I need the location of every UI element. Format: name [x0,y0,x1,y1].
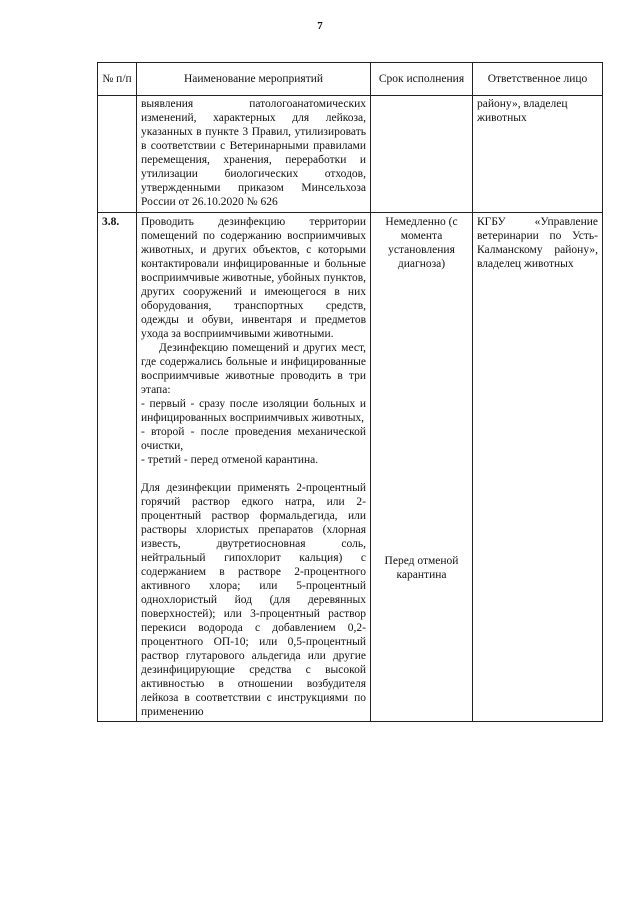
table-row [98,96,603,213]
row-num: 3.8. [98,213,137,722]
row-name-list-item: - первый - сразу после изоляции больных и инфицированных восприимчивых животных, [141,398,366,424]
row-name-list-item: - второй - после проведения механической очистки, [141,426,366,452]
header-num: № п/п [98,63,137,96]
row-name-paragraph: Проводить дезинфекцию территории помещений по содержанию восприимчивых животных, и других объектов, с которыми контактировали инфицированные и больные восприимчивые животные, убойных пунктов, других сооружений и имеющегося в них оборудования, транспортных средств, одежды и обуви, инвентаря и предметов ухода за восприимчивыми животными. [141,216,366,340]
row-name-paragraph: выявления патологоанатомических изменений, характерных для лейкоза, указанных в пункте 3 Правил, утилизировать в соответствии с Ветеринарными правилами перемещения, хранения, переработки и утилизации биологических отходов, утвержденными приказом Минсельхоза России от 26.10.2020 № 626 [141,98,366,208]
row-name [137,213,371,722]
row-name-paragraph: Дезинфекцию помещений и других мест, где содержались больные и инфицированные восприимчивые животные проводить в три этапа: [141,342,366,396]
measures-table [97,62,603,722]
header-term: Срок исполнения [371,63,473,96]
row-num [98,96,137,213]
row-term-second: Перед отменой карантина [384,555,459,581]
header-name: Наименование мероприятий [137,63,371,96]
row-responsible: КГБУ «Управление ветеринарии по Усть-Калманскому району», владелец животных [473,213,603,722]
row-responsible: району», владелец животных [473,96,603,213]
row-name-list-item: - третий - перед отменой карантина. [141,454,319,466]
row-name [137,96,371,213]
row-term-first: Немедленно (с момента установления диагноза) [385,216,458,270]
table-header-row [98,63,603,96]
table-row [98,213,603,722]
row-term [371,213,473,722]
row-term [371,96,473,213]
header-responsible: Ответственное лицо [473,63,603,96]
row-name-paragraph: Для дезинфекции применять 2-процентный горячий раствор едкого натра, или 2-процентный раствор формальдегида, или растворы хлористых препаратов (хлорная известь, двутретиосновная соль, нейтральный гипохлорит кальция) с содержанием в растворе 2-процентного активного хлора; или 5-процентный однохлористый йод (для деревянных поверхностей); или 3-процентный раствор перекиси водорода с добавлением 0,2-процентного ОП-10; или 0,5-процентный раствор глутарового альдегида или другие дезинфицирующие средства с высокой активностью в отношении возбудителя лейкоза в соответствии с инструкциями по применению [141,482,366,718]
page-number: 7 [317,20,323,32]
